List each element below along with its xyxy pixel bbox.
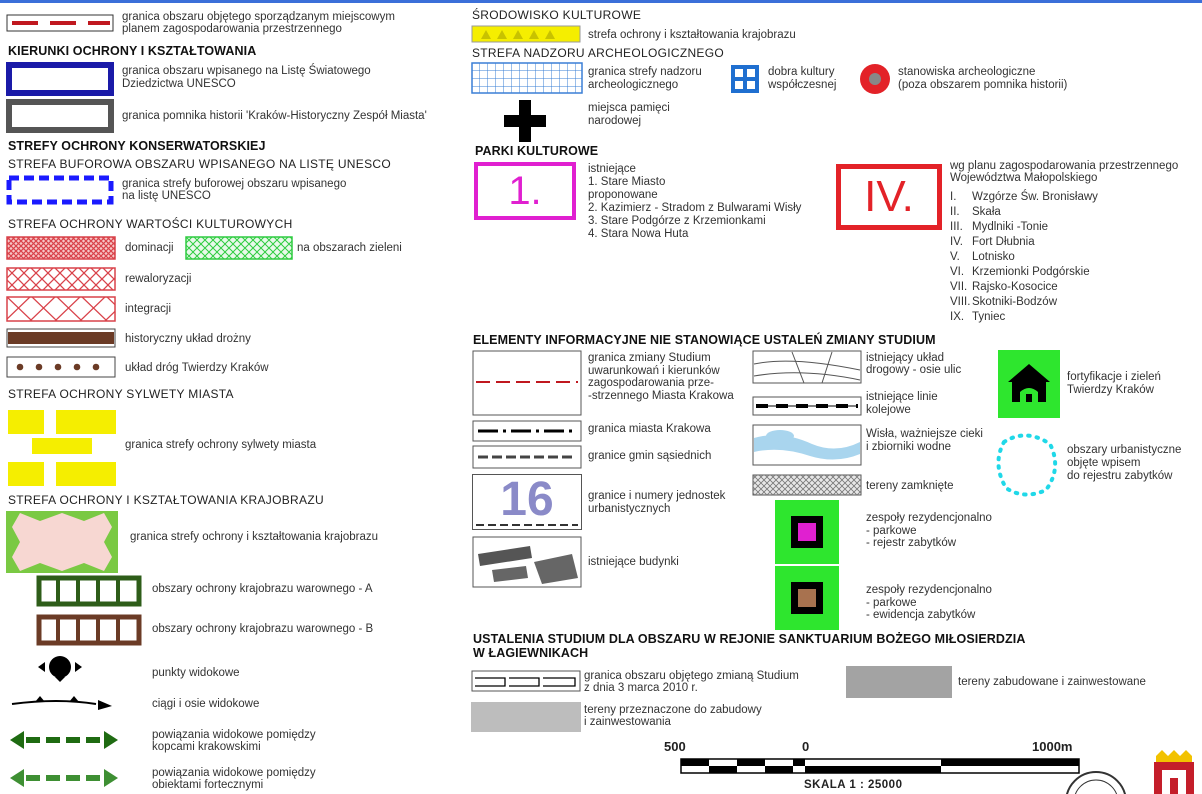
twierdza-swatch (6, 356, 116, 378)
scale-label-1000: 1000m (1032, 739, 1073, 754)
granica-studium-label: granica obszaru objętego zmianą Studium z dnia 3 marca 2010 r. (584, 670, 799, 694)
jednostki-label: granice i numery jednostek urbanistycznych (588, 490, 726, 515)
heading-elementy: ELEMENTY INFORMACYJNE NIE STANOWIĄCE USTALEŃ ZMIANY STUDIUM (473, 333, 936, 347)
subheading-sylwety: STREFA OCHRONY SYLWETY MIASTA (8, 387, 234, 401)
fortress-icon (998, 350, 1060, 418)
kolejowe-label: istniejące linie kolejowe (866, 391, 938, 416)
krajobraz-zone-swatch (471, 25, 581, 43)
granica-miasta-swatch (472, 420, 582, 442)
buffer-boundary-label: granica strefy buforowej obszaru wpisanego na listę UNESCO (122, 178, 347, 202)
drogowy-label: istniejący układ drogowy - osie ulic (866, 352, 962, 376)
heading-strefy: STREFY OCHRONY KONSERWATORSKIEJ (8, 139, 266, 153)
park-magenta-box (474, 162, 576, 220)
uklad-drozny-swatch (6, 328, 116, 348)
kopce-label: powiązania widokowe pomiędzy kopcami krakowskimi (152, 729, 316, 753)
scale-label-0: 0 (802, 739, 810, 754)
zabudowane-label: tereny zabudowane i zainwestowane (958, 676, 1146, 688)
parks-plan-item: III. Mydlniki -Tonie (950, 221, 1049, 233)
budynki-swatch (472, 536, 582, 588)
zieleni-swatch (185, 236, 293, 260)
parks-plan-item: II. Skała (950, 206, 1001, 218)
zieleni-label: na obszarach zieleni (297, 242, 402, 254)
granice-gmin-label: granice gmin sąsiednich (588, 450, 712, 462)
rezyd-rejestr-label: zespoły rezydencjonalno - parkowe - rejestr zabytków (866, 512, 992, 549)
parks-plan-item: I. Wzgórze Św. Bronisławy (950, 191, 1098, 203)
granica-studium-swatch (471, 670, 581, 692)
rezyd-ewid-label: zespoły rezydencjonalno - parkowe - ewidencja zabytków (866, 584, 992, 621)
nadzoru-label: granica strefy nadzoru archeologicznego (588, 66, 702, 91)
view-axis-icon (8, 688, 120, 712)
granica-miasta-label: granica miasta Krakowa (588, 423, 711, 435)
stanowiska-label: stanowiska archeologiczne (poza obszarem pomnika historii) (898, 66, 1068, 91)
subheading-nadzoru: STREFA NADZORU ARCHEOLOGICZNEGO (472, 46, 725, 60)
zamkniete-label: tereny zamknięte (866, 480, 954, 492)
miejsca-pamieci-label: miejsca pamięci narodowej (588, 102, 670, 127)
wisla-swatch (752, 424, 862, 466)
city-crest-icon (1148, 748, 1200, 794)
budynki-label: istniejące budynki (588, 556, 679, 568)
wg-planu-label: wg planu zagospodarowania przestrzennego Województwa Małopolskiego (950, 160, 1179, 184)
parki-list: istniejące 1. Stare Miasto proponowane 2. Kazimierz - Stradom z Bulwarami Wisły 3. Stare Podgórze z Krzemionkami 4. Stara Nowa Huta (588, 163, 802, 240)
kolejowe-swatch (752, 396, 862, 416)
wisla-label: Wisła, ważniejsze cieki i zbiorniki wodne (866, 428, 983, 453)
krajobrazu-swatch (6, 511, 118, 573)
przeznaczone-swatch (471, 702, 581, 732)
warowne-a-label: obszary ochrony krajobrazu warownego - A (152, 583, 373, 595)
subheading-krajobrazu: STREFA OCHRONY I KSZTAŁTOWANIA KRAJOBRAZU (8, 493, 324, 507)
punkty-label: punkty widokowe (152, 667, 240, 679)
parks-plan-list (950, 191, 1098, 323)
subheading-srodowisko: ŚRODOWISKO KULTUROWE (472, 8, 642, 22)
scale-caption: SKALA 1 : 25000 (804, 779, 903, 791)
zabudowane-swatch (846, 666, 952, 698)
parks-plan-item: VIII. Skotniki-Bodzów (950, 296, 1058, 308)
park-roman: IV. (864, 172, 914, 221)
fortyfikacje-label: fortyfikacje i zieleń Twierdzy Kraków (1067, 371, 1161, 396)
warowne-b-swatch (36, 614, 142, 646)
unit-number: 16 (500, 473, 554, 526)
urbanistyczne-label: obszary urbanistyczne objęte wpisem do rejestru zabytków (1067, 444, 1182, 482)
kopce-connection-icon (8, 728, 120, 752)
scale-label-500: 500 (664, 739, 686, 754)
scale-bar (680, 758, 1080, 776)
parks-plan-item: IX. Tyniec (950, 311, 1006, 323)
warowne-b-label: obszary ochrony krajobrazu warownego - B (152, 623, 374, 635)
unesco-boundary-swatch (6, 62, 114, 96)
buffer-boundary-swatch (6, 175, 114, 205)
rezyd-rejestr-icon (775, 500, 839, 564)
unesco-boundary-label: granica obszaru wpisanego na Listę Światowego Dziedzictwa UNESCO (122, 65, 371, 90)
krajobrazu-label: granica strefy ochrony i kształtowania krajobrazu (130, 531, 379, 543)
twierdza-label: układ dróg Twierdzy Kraków (125, 362, 269, 374)
parks-plan-item: IV. Fort Dłubnia (950, 236, 1035, 248)
park-red-box (836, 164, 942, 230)
sylwety-swatch (6, 408, 118, 488)
memorial-cross-icon (502, 98, 548, 144)
przeznaczone-label: tereny przeznaczone do zabudowy i zainwestowania (584, 704, 762, 728)
uklad-drozny-label: historyczny układ drożny (125, 333, 251, 345)
ciagi-label: ciągi i osie widokowe (152, 698, 260, 710)
granice-gmin-swatch (472, 445, 582, 469)
monument-boundary-label: granica pomnika historii 'Kraków-Historyczny Zespół Miasta' (122, 110, 427, 122)
fort-connection-icon (8, 766, 120, 790)
monument-boundary-swatch (6, 99, 114, 133)
integracji-swatch (6, 296, 116, 322)
top-strip-line (0, 0, 1202, 3)
rewaloryzacji-swatch (6, 267, 116, 291)
dobra-kultury-label: dobra kultury współczesnej (768, 66, 837, 91)
subheading-buforowa: STREFA BUFOROWA OBSZARU WPISANEGO NA LISTĘ UNESCO (8, 157, 391, 171)
granica-zmiany-swatch (472, 350, 582, 416)
park-number: 1. (508, 169, 542, 213)
parks-plan-item: VII. Rajsko-Kosocice (950, 281, 1058, 293)
heading-ustalenia: USTALENIA STUDIUM DLA OBSZARU W REJONIE SANKTUARIUM BOŻEGO MIŁOSIERDZIA W ŁAGIEWNIKACH (473, 632, 1026, 660)
zamkniete-swatch (752, 474, 862, 496)
integracji-label: integracji (125, 303, 172, 315)
plan-boundary-label: granica obszaru objętego sporządzanym miejscowym planem zagospodarowania przestrzennego (122, 11, 395, 35)
jednostki-dash (476, 522, 578, 528)
warowne-a-swatch (36, 575, 142, 607)
heading-parki: PARKI KULTUROWE (475, 144, 599, 158)
rezyd-ewid-icon (775, 566, 839, 630)
viewpoint-icon (36, 653, 86, 683)
granica-zmiany-label: granica zmiany Studium uwarunkowań i kierunków zagospodarowania prze- -strzennego Miasta Krakowa (588, 352, 734, 402)
urbanistyczne-icon (990, 428, 1062, 500)
plan-boundary-swatch (6, 14, 114, 32)
krajobraz-zone-label: strefa ochrony i kształtowania krajobrazu (588, 29, 796, 41)
subheading-wartosci: STREFA OCHRONY WARTOŚCI KULTUROWYCH (8, 217, 293, 231)
modern-heritage-icon (730, 64, 760, 94)
seal-emblem-icon (1064, 768, 1128, 794)
fort-label: powiązania widokowe pomiędzy obiektami fortecznymi (152, 767, 316, 791)
sylwety-label: granica strefy ochrony sylwety miasta (125, 439, 317, 451)
nadzoru-swatch (471, 62, 583, 94)
dominacji-label: dominacji (125, 242, 174, 254)
archeo-site-icon (858, 62, 892, 96)
heading-kierunki: KIERUNKI OCHRONY I KSZTAŁTOWANIA (8, 44, 257, 58)
drogowy-swatch (752, 350, 862, 384)
parks-plan-item: VI. Krzemionki Podgórskie (950, 266, 1090, 278)
rewaloryzacji-label: rewaloryzacji (125, 273, 192, 285)
dominacji-swatch (6, 236, 116, 260)
parks-plan-item: V. Lotnisko (950, 251, 1015, 263)
